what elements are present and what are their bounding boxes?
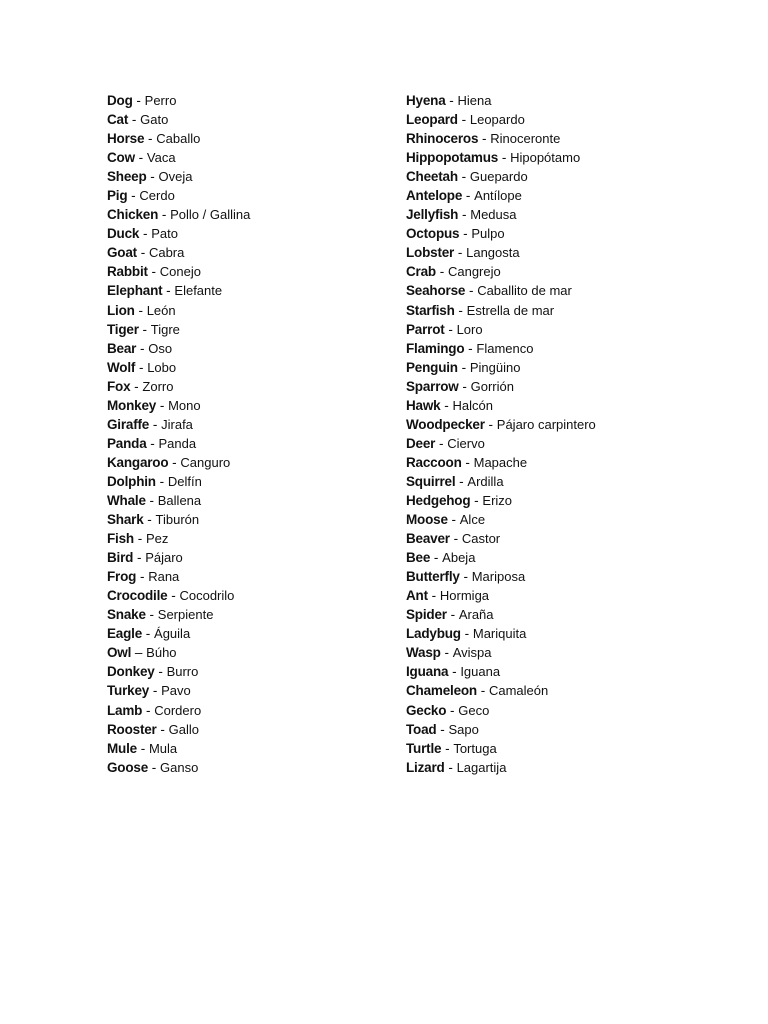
separator-dash: - <box>459 569 472 585</box>
vocabulary-entry <box>406 643 746 662</box>
separator-dash: - <box>158 207 171 223</box>
vocabulary-entry <box>107 186 387 205</box>
vocabulary-entry <box>406 434 746 453</box>
english-word: Parrot <box>406 321 445 337</box>
english-word: Beaver <box>406 531 450 547</box>
vocabulary-entry <box>107 415 387 434</box>
separator-dash: - <box>478 131 491 147</box>
vocabulary-entry <box>107 301 387 320</box>
vocabulary-entry <box>107 434 387 453</box>
separator-dash: - <box>458 378 471 394</box>
vocabulary-entry <box>107 624 387 643</box>
separator-dash: - <box>154 664 167 680</box>
vocabulary-entry <box>406 758 746 777</box>
english-word: Snake <box>107 607 146 623</box>
english-word: Chameleon <box>406 683 477 699</box>
english-word: Octopus <box>406 226 460 242</box>
english-word: Owl <box>107 645 132 661</box>
spanish-translation: Serpiente <box>157 607 214 623</box>
separator-dash: - <box>168 454 181 470</box>
english-word: Toad <box>406 721 437 737</box>
vocabulary-entry <box>406 205 746 224</box>
separator-dash: - <box>440 645 453 661</box>
spanish-translation: Caballo <box>156 131 201 147</box>
english-word: Jellyfish <box>406 207 459 223</box>
english-word: Kangaroo <box>107 454 169 470</box>
separator-dash: - <box>146 435 159 451</box>
english-word: Bear <box>107 340 137 356</box>
vocabulary-entry <box>406 281 746 300</box>
separator-dash: - <box>136 740 149 756</box>
separator-dash: - <box>460 626 473 642</box>
english-word: Starfish <box>406 302 455 318</box>
spanish-translation: Halcón <box>452 397 493 413</box>
english-word: Horse <box>107 131 145 147</box>
vocabulary-entry <box>406 148 746 167</box>
separator-dash: - <box>449 531 462 547</box>
vocabulary-entry <box>406 320 746 339</box>
vocabulary-entry <box>107 262 387 281</box>
spanish-translation: Pájaro carpintero <box>496 416 596 432</box>
english-word: Donkey <box>107 664 155 680</box>
english-word: Bee <box>406 550 431 566</box>
spanish-translation: Gorrión <box>470 378 514 394</box>
english-word: Squirrel <box>406 473 456 489</box>
vocabulary-entry <box>107 472 387 491</box>
vocabulary-entry <box>107 491 387 510</box>
spanish-translation: Ciervo <box>447 435 485 451</box>
vocabulary-entry <box>406 529 746 548</box>
vocabulary-entry <box>406 377 746 396</box>
english-word: Lion <box>107 302 135 318</box>
spanish-translation: Antílope <box>474 188 522 204</box>
english-word: Crab <box>406 264 436 280</box>
separator-dash: - <box>149 683 162 699</box>
vocabulary-entry <box>107 529 387 548</box>
vocabulary-entry <box>406 453 746 472</box>
spanish-translation: Loro <box>456 321 483 337</box>
vocabulary-entry <box>107 320 387 339</box>
separator-dash: - <box>498 150 511 166</box>
separator-dash: - <box>135 359 148 375</box>
vocabulary-entry <box>406 129 746 148</box>
spanish-translation: Sapo <box>448 721 479 737</box>
separator-dash: - <box>454 302 467 318</box>
english-word: Goose <box>107 759 149 775</box>
spanish-translation: Abeja <box>442 550 476 566</box>
english-word: Woodpecker <box>406 416 485 432</box>
spanish-translation: Burro <box>166 664 199 680</box>
spanish-translation: Gato <box>140 112 169 128</box>
spanish-translation: Mariquita <box>472 626 527 642</box>
english-word: Hyena <box>406 93 446 108</box>
english-word: Mule <box>107 740 137 756</box>
vocabulary-entry <box>107 662 387 681</box>
vocabulary-entry <box>107 110 387 129</box>
vocabulary-entry <box>406 567 746 586</box>
spanish-translation: Pollo / Gallina <box>170 207 251 223</box>
spanish-translation: Delfín <box>167 473 202 489</box>
english-word: Pig <box>107 188 128 204</box>
separator-dash: - <box>464 340 477 356</box>
vocabulary-entry <box>107 281 387 300</box>
separator-dash: - <box>459 226 472 242</box>
separator-dash: - <box>142 702 155 718</box>
vocabulary-entry <box>107 339 387 358</box>
spanish-translation: Caballito de mar <box>477 283 572 299</box>
separator-dash: - <box>435 264 448 280</box>
separator-dash: - <box>435 435 448 451</box>
vocabulary-entry <box>406 358 746 377</box>
english-word: Hedgehog <box>406 492 471 508</box>
english-word: Seahorse <box>406 283 466 299</box>
english-word: Turtle <box>406 740 442 756</box>
spanish-translation: Ballena <box>157 492 202 508</box>
separator-dash: - <box>146 169 159 185</box>
separator-dash: - <box>436 721 449 737</box>
vocabulary-entry <box>406 586 746 605</box>
spanish-translation: León <box>146 302 176 318</box>
vocabulary-entry <box>406 548 746 567</box>
separator-dash: - <box>130 378 143 394</box>
spanish-translation: Cangrejo <box>447 264 501 280</box>
english-word: Chicken <box>107 207 159 223</box>
vocabulary-entry <box>107 605 387 624</box>
spanish-translation: Pato <box>151 226 178 242</box>
vocabulary-entry <box>406 301 746 320</box>
english-word: Wolf <box>107 359 136 375</box>
vocabulary-entry <box>406 262 746 281</box>
separator-dash: - <box>444 321 457 337</box>
separator-dash: - <box>427 588 440 604</box>
spanish-translation: Tiburón <box>155 512 200 528</box>
separator-dash: - <box>139 226 152 242</box>
separator-dash: - <box>167 588 180 604</box>
separator-dash: - <box>457 112 470 128</box>
separator-dash: - <box>128 112 141 128</box>
english-word: Elephant <box>107 283 163 299</box>
english-word: Panda <box>107 435 147 451</box>
english-word: Dog <box>107 93 133 108</box>
separator-dash: - <box>162 283 175 299</box>
separator-dash: - <box>134 150 147 166</box>
vocabulary-entry <box>406 186 746 205</box>
vocabulary-entry <box>107 358 387 377</box>
vocabulary-entry <box>107 510 387 529</box>
vocabulary-entry <box>406 110 746 129</box>
spanish-translation: Conejo <box>159 264 201 280</box>
english-word: Gecko <box>406 702 447 718</box>
spanish-translation: Iguana <box>460 664 501 680</box>
spanish-translation: Cerdo <box>139 188 175 204</box>
english-word: Ladybug <box>406 626 461 642</box>
separator-dash: - <box>136 340 149 356</box>
separator-dash: - <box>142 626 155 642</box>
vocabulary-entry <box>406 510 746 529</box>
spanish-translation: Cocodrilo <box>179 588 235 604</box>
vocabulary-entry <box>107 396 387 415</box>
spanish-translation: Hormiga <box>439 588 490 604</box>
spanish-translation: Medusa <box>470 207 517 223</box>
spanish-translation: Rinoceronte <box>490 131 561 147</box>
separator-dash: - <box>476 683 489 699</box>
english-word: Fish <box>107 531 134 547</box>
separator-dash: - <box>484 416 497 432</box>
vocabulary-entry <box>107 720 387 739</box>
separator-dash: - <box>148 759 161 775</box>
english-word: Whale <box>107 492 146 508</box>
spanish-translation: Zorro <box>142 378 174 394</box>
separator-dash: - <box>446 702 459 718</box>
separator-dash: - <box>133 550 146 566</box>
separator-dash: - <box>465 283 478 299</box>
vocabulary-entry <box>406 167 746 186</box>
vocabulary-entry <box>107 205 387 224</box>
english-word: Giraffe <box>107 416 150 432</box>
separator-dash: - <box>138 321 151 337</box>
spanish-translation: Búho <box>146 645 177 661</box>
spanish-translation: Gallo <box>168 721 199 737</box>
english-word: Lobster <box>406 245 455 261</box>
vocabulary-entry <box>406 624 746 643</box>
separator-dash: - <box>149 416 162 432</box>
separator-dash: - <box>156 721 169 737</box>
english-word: Duck <box>107 226 140 242</box>
vocabulary-entry <box>406 701 746 720</box>
left-vocabulary-column <box>107 91 387 777</box>
english-word: Cow <box>107 150 135 166</box>
separator-dash: - <box>441 740 454 756</box>
english-word: Hawk <box>406 397 441 413</box>
english-word: Wasp <box>406 645 441 661</box>
separator-dash: - <box>448 664 461 680</box>
separator-dash: - <box>145 492 158 508</box>
spanish-translation: Oso <box>148 340 173 356</box>
vocabulary-entry <box>107 758 387 777</box>
spanish-translation: Araña <box>458 607 494 623</box>
spanish-translation: Panda <box>158 435 197 451</box>
spanish-translation: Canguro <box>180 454 231 470</box>
separator-dash: - <box>445 93 458 108</box>
english-word: Iguana <box>406 664 449 680</box>
separator-dash: - <box>136 569 149 585</box>
spanish-translation: Elefante <box>174 283 223 299</box>
spanish-translation: Vaca <box>146 150 176 166</box>
english-word: Butterfly <box>406 569 460 585</box>
english-word: Ant <box>406 588 428 604</box>
spanish-translation: Pingüino <box>469 359 521 375</box>
separator-dash: - <box>461 454 474 470</box>
english-word: Monkey <box>107 397 157 413</box>
english-word: Bird <box>107 550 134 566</box>
english-word: Raccoon <box>406 454 462 470</box>
vocabulary-entry <box>406 339 746 358</box>
spanish-translation: Pavo <box>161 683 191 699</box>
english-word: Crocodile <box>107 588 168 604</box>
vocabulary-entry <box>406 605 746 624</box>
vocabulary-entry <box>107 129 387 148</box>
separator-dash: – <box>131 645 147 661</box>
spanish-translation: Ardilla <box>467 473 504 489</box>
separator-dash: - <box>134 302 147 318</box>
english-word: Lizard <box>406 759 445 775</box>
english-word: Cat <box>107 112 129 128</box>
vocabulary-entry <box>406 472 746 491</box>
spanish-translation: Alce <box>459 512 486 528</box>
english-word: Antelope <box>406 188 463 204</box>
separator-dash: - <box>145 607 158 623</box>
vocabulary-entry <box>107 548 387 567</box>
english-word: Rabbit <box>107 264 148 280</box>
vocabulary-entry <box>406 224 746 243</box>
english-word: Moose <box>406 512 448 528</box>
separator-dash: - <box>446 607 459 623</box>
spanish-translation: Lobo <box>147 359 177 375</box>
spanish-translation: Avispa <box>452 645 492 661</box>
english-word: Sheep <box>107 169 147 185</box>
english-word: Fox <box>107 378 131 394</box>
english-word: Hippopotamus <box>406 150 499 166</box>
vocabulary-entry <box>107 377 387 396</box>
vocabulary-entry <box>107 701 387 720</box>
vocabulary-entry <box>107 567 387 586</box>
spanish-translation: Geco <box>458 702 490 718</box>
spanish-translation: Erizo <box>482 492 513 508</box>
spanish-translation: Águila <box>154 626 191 642</box>
vocabulary-entry <box>406 720 746 739</box>
english-word: Shark <box>107 512 144 528</box>
vocabulary-entry <box>406 243 746 262</box>
separator-dash: - <box>127 188 140 204</box>
separator-dash: - <box>136 245 149 261</box>
vocabulary-entry <box>107 586 387 605</box>
vocabulary-entry <box>406 739 746 758</box>
spanish-translation: Pájaro <box>145 550 183 566</box>
spanish-translation: Mariposa <box>471 569 526 585</box>
english-word: Rooster <box>107 721 157 737</box>
separator-dash: - <box>457 359 470 375</box>
vocabulary-entry <box>107 739 387 758</box>
spanish-translation: Mapache <box>473 454 528 470</box>
vocabulary-entry <box>406 662 746 681</box>
separator-dash: - <box>155 473 168 489</box>
english-word: Flamingo <box>406 340 465 356</box>
separator-dash: - <box>440 397 453 413</box>
english-word: Frog <box>107 569 137 585</box>
spanish-translation: Jirafa <box>161 416 193 432</box>
separator-dash: - <box>143 512 156 528</box>
vocabulary-entry <box>406 396 746 415</box>
english-word: Sparrow <box>406 378 459 394</box>
vocabulary-entry <box>406 415 746 434</box>
separator-dash: - <box>132 93 145 108</box>
vocabulary-entry <box>107 167 387 186</box>
english-word: Tiger <box>107 321 139 337</box>
english-word: Goat <box>107 245 137 261</box>
separator-dash: - <box>447 512 460 528</box>
separator-dash: - <box>444 759 457 775</box>
english-word: Eagle <box>107 626 143 642</box>
spanish-translation: Hipopótamo <box>510 150 581 166</box>
separator-dash: - <box>430 550 443 566</box>
spanish-translation: Ganso <box>160 759 199 775</box>
english-word: Turkey <box>107 683 150 699</box>
separator-dash: - <box>147 264 160 280</box>
vocabulary-entry <box>107 243 387 262</box>
separator-dash: - <box>457 169 470 185</box>
vocabulary-entry <box>107 643 387 662</box>
vocabulary-entry <box>107 453 387 472</box>
english-word: Penguin <box>406 359 458 375</box>
spanish-translation: Pez <box>145 531 169 547</box>
separator-dash: - <box>156 397 169 413</box>
spanish-translation: Castor <box>461 531 501 547</box>
spanish-translation: Mono <box>168 397 201 413</box>
spanish-translation: Leopardo <box>469 112 525 128</box>
right-vocabulary-column <box>406 91 746 777</box>
english-word: Dolphin <box>107 473 156 489</box>
english-word: Spider <box>406 607 447 623</box>
spanish-translation: Rana <box>148 569 180 585</box>
english-word: Cheetah <box>406 169 458 185</box>
spanish-translation: Guepardo <box>469 169 528 185</box>
spanish-translation: Camaleón <box>488 683 549 699</box>
spanish-translation: Lagartija <box>456 759 507 775</box>
spanish-translation: Pulpo <box>471 226 505 242</box>
english-word: Lamb <box>107 702 143 718</box>
spanish-translation: Flamenco <box>476 340 534 356</box>
vocabulary-entry <box>107 224 387 243</box>
spanish-translation: Mula <box>148 740 178 756</box>
separator-dash: - <box>144 131 157 147</box>
separator-dash: - <box>462 188 475 204</box>
separator-dash: - <box>133 531 146 547</box>
spanish-translation: Langosta <box>466 245 520 261</box>
english-word: Leopard <box>406 112 458 128</box>
english-word: Rhinoceros <box>406 131 479 147</box>
spanish-translation: Cordero <box>154 702 202 718</box>
vocabulary-entry <box>107 148 387 167</box>
spanish-translation: Oveja <box>158 169 193 185</box>
spanish-translation: Estrella de mar <box>466 302 555 318</box>
separator-dash: - <box>455 473 468 489</box>
vocabulary-entry <box>107 681 387 700</box>
spanish-translation: Tigre <box>150 321 180 337</box>
separator-dash: - <box>454 245 467 261</box>
vocabulary-entry <box>406 681 746 700</box>
spanish-translation: Perro <box>144 93 177 108</box>
spanish-translation: Cabra <box>148 245 185 261</box>
spanish-translation: Tortuga <box>453 740 497 756</box>
english-word: Deer <box>406 435 436 451</box>
vocabulary-entry <box>406 91 746 110</box>
separator-dash: - <box>470 492 483 508</box>
vocabulary-entry <box>107 91 387 110</box>
separator-dash: - <box>458 207 471 223</box>
vocabulary-entry <box>406 491 746 510</box>
spanish-translation: Hiena <box>457 93 492 108</box>
